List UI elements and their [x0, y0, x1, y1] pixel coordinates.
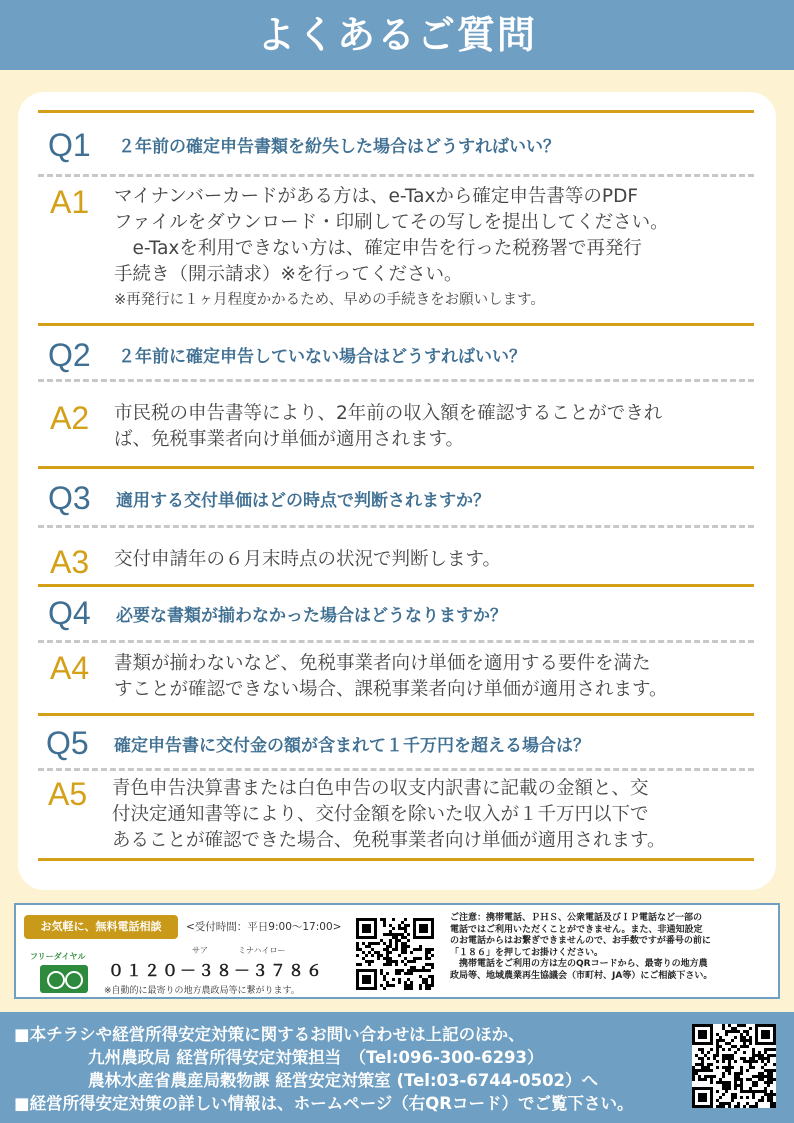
- answer-line: あることが確認できた場合、免税事業者向け単価が適用されます。: [112, 830, 666, 851]
- a5-label: A5: [48, 776, 88, 812]
- answer-line: 付決定通知書等により、交付金額を除いた収入が１千万円以下で: [112, 804, 649, 825]
- phone-ruby: ミナハイロー: [238, 946, 286, 955]
- notice-line: 政局等、地域農業再生協議会（市町村、JA等）にご相談下さい。: [450, 970, 713, 981]
- a4-label: A4: [50, 650, 90, 686]
- answer-line: すことが確認できない場合、課税事業者向け単価が適用されます。: [114, 679, 668, 700]
- free-consultation-badge: お気軽に、無料電話相談: [24, 915, 178, 939]
- page-header: [0, 0, 794, 70]
- phone-ruby: サア: [192, 946, 208, 955]
- notice-line: 「１８６」を押してお掛けください。: [450, 947, 604, 958]
- notice-line: のお電話からはお繋ぎできませんので、お手数ですが番号の前に: [450, 936, 711, 947]
- auto-connect-note: ※自動的に最寄りの地方農政局等に繋がります。: [104, 986, 300, 996]
- footer-contact-kyushu: 九州農政局 経営所得安定対策担当 （Tel:096-300-6293）: [88, 1048, 544, 1067]
- footer-website-line: ■経営所得安定対策の詳しい情報は、ホームページ（右QRコード）でご覧下さい。: [14, 1094, 634, 1113]
- page-title: よくあるご質問: [256, 13, 537, 57]
- freedial-icon: [40, 965, 88, 993]
- divider: [38, 525, 754, 528]
- divider: [38, 584, 754, 587]
- a2-answer: [114, 401, 662, 453]
- answer-line: ば、免税事業者向け単価が適用されます。: [114, 429, 465, 450]
- divider: [38, 713, 754, 716]
- notice-line: 電話ではご利用いただくことができません。また、非通知設定: [450, 924, 703, 935]
- answer-line: ファイルをダウンロード・印刷してその写しを提出してください。: [114, 212, 669, 233]
- answer-line: 交付申請年の６月末時点の状況で判断します。: [114, 549, 502, 570]
- freedial-label: フリーダイヤル: [30, 952, 86, 961]
- divider: [38, 466, 754, 469]
- contact-qr-code[interactable]: [356, 918, 436, 990]
- phone-notice: [450, 913, 772, 983]
- phone-number[interactable]: ０１２０－３８－３７８６: [108, 961, 325, 980]
- a5-answer: [112, 776, 666, 854]
- freedial-ring: [47, 971, 65, 989]
- qr-code-icon: [692, 1024, 776, 1108]
- answer-line: マイナンバーカードがある方は、e-Taxから確定申告書等のPDF: [114, 186, 638, 207]
- divider: [38, 379, 754, 382]
- footer-contact-maff: 農林水産省農産局穀物課 経営安定対策室 (Tel:03-6744-0502）へ: [88, 1071, 599, 1090]
- q4-label: Q4: [48, 595, 91, 631]
- notice-line: 携帯電話をご利用の方は左のQRコードから、最寄りの地方農: [450, 959, 708, 970]
- q3-question: 適用する交付単価はどの時点で判断されますか？: [116, 491, 490, 511]
- a3-label: A3: [50, 544, 90, 580]
- business-hours: <受付時間：平日9:00～17:00>: [186, 921, 342, 933]
- footer-inquiry-line: ■本チラシや経営所得安定対策に関するお問い合わせは上記のほか、: [14, 1025, 525, 1044]
- q5-label: Q5: [46, 725, 89, 761]
- answer-line: 手続き（開示請求）※を行ってください。: [114, 264, 463, 285]
- answer-line: 青色申告決算書または白色申告の収支内訳書に記載の金額と、交: [112, 778, 649, 799]
- divider: [38, 174, 754, 177]
- divider: [38, 768, 754, 771]
- website-qr-code[interactable]: [692, 1024, 776, 1108]
- q5-question: 確定申告書に交付金の額が含まれて１千万円を超える場合は？: [114, 736, 590, 756]
- a1-label: A1: [50, 184, 90, 220]
- q2-label: Q2: [48, 337, 91, 373]
- answer-line: 市民税の申告書等により、2年前の収入額を確認することができれ: [114, 403, 663, 424]
- qr-code-icon: [356, 918, 436, 990]
- q1-question: ２年前の確定申告書類を紛失した場合はどうすればいい？: [118, 137, 560, 157]
- q1-label: Q1: [48, 127, 91, 163]
- divider: [38, 858, 754, 861]
- a4-answer: [114, 651, 668, 703]
- freedial-ring: [65, 971, 83, 989]
- a1-answer: [114, 184, 669, 312]
- answer-note: ※再発行に１ヶ月程度かかるため、早めの手続きをお願いします。: [114, 292, 545, 308]
- divider: [38, 323, 754, 326]
- q2-question: ２年前に確定申告していない場合はどうすればいい？: [118, 347, 526, 367]
- q4-question: 必要な書類が揃わなかった場合はどうなりますか？: [116, 606, 507, 626]
- answer-line: e-Taxを利用できない方は、確定申告を行った税務署で再発行: [114, 238, 642, 259]
- divider: [38, 110, 754, 113]
- answer-line: 書類が揃わないなど、免税事業者向け単価を適用する要件を満た: [114, 653, 651, 674]
- notice-line: ご注意：携帯電話、ＰＨＳ、公衆電話及びＩＰ電話など一部の: [450, 913, 703, 923]
- q3-label: Q3: [48, 480, 91, 516]
- divider: [38, 640, 754, 643]
- a2-label: A2: [50, 400, 90, 436]
- a3-answer: [114, 547, 501, 573]
